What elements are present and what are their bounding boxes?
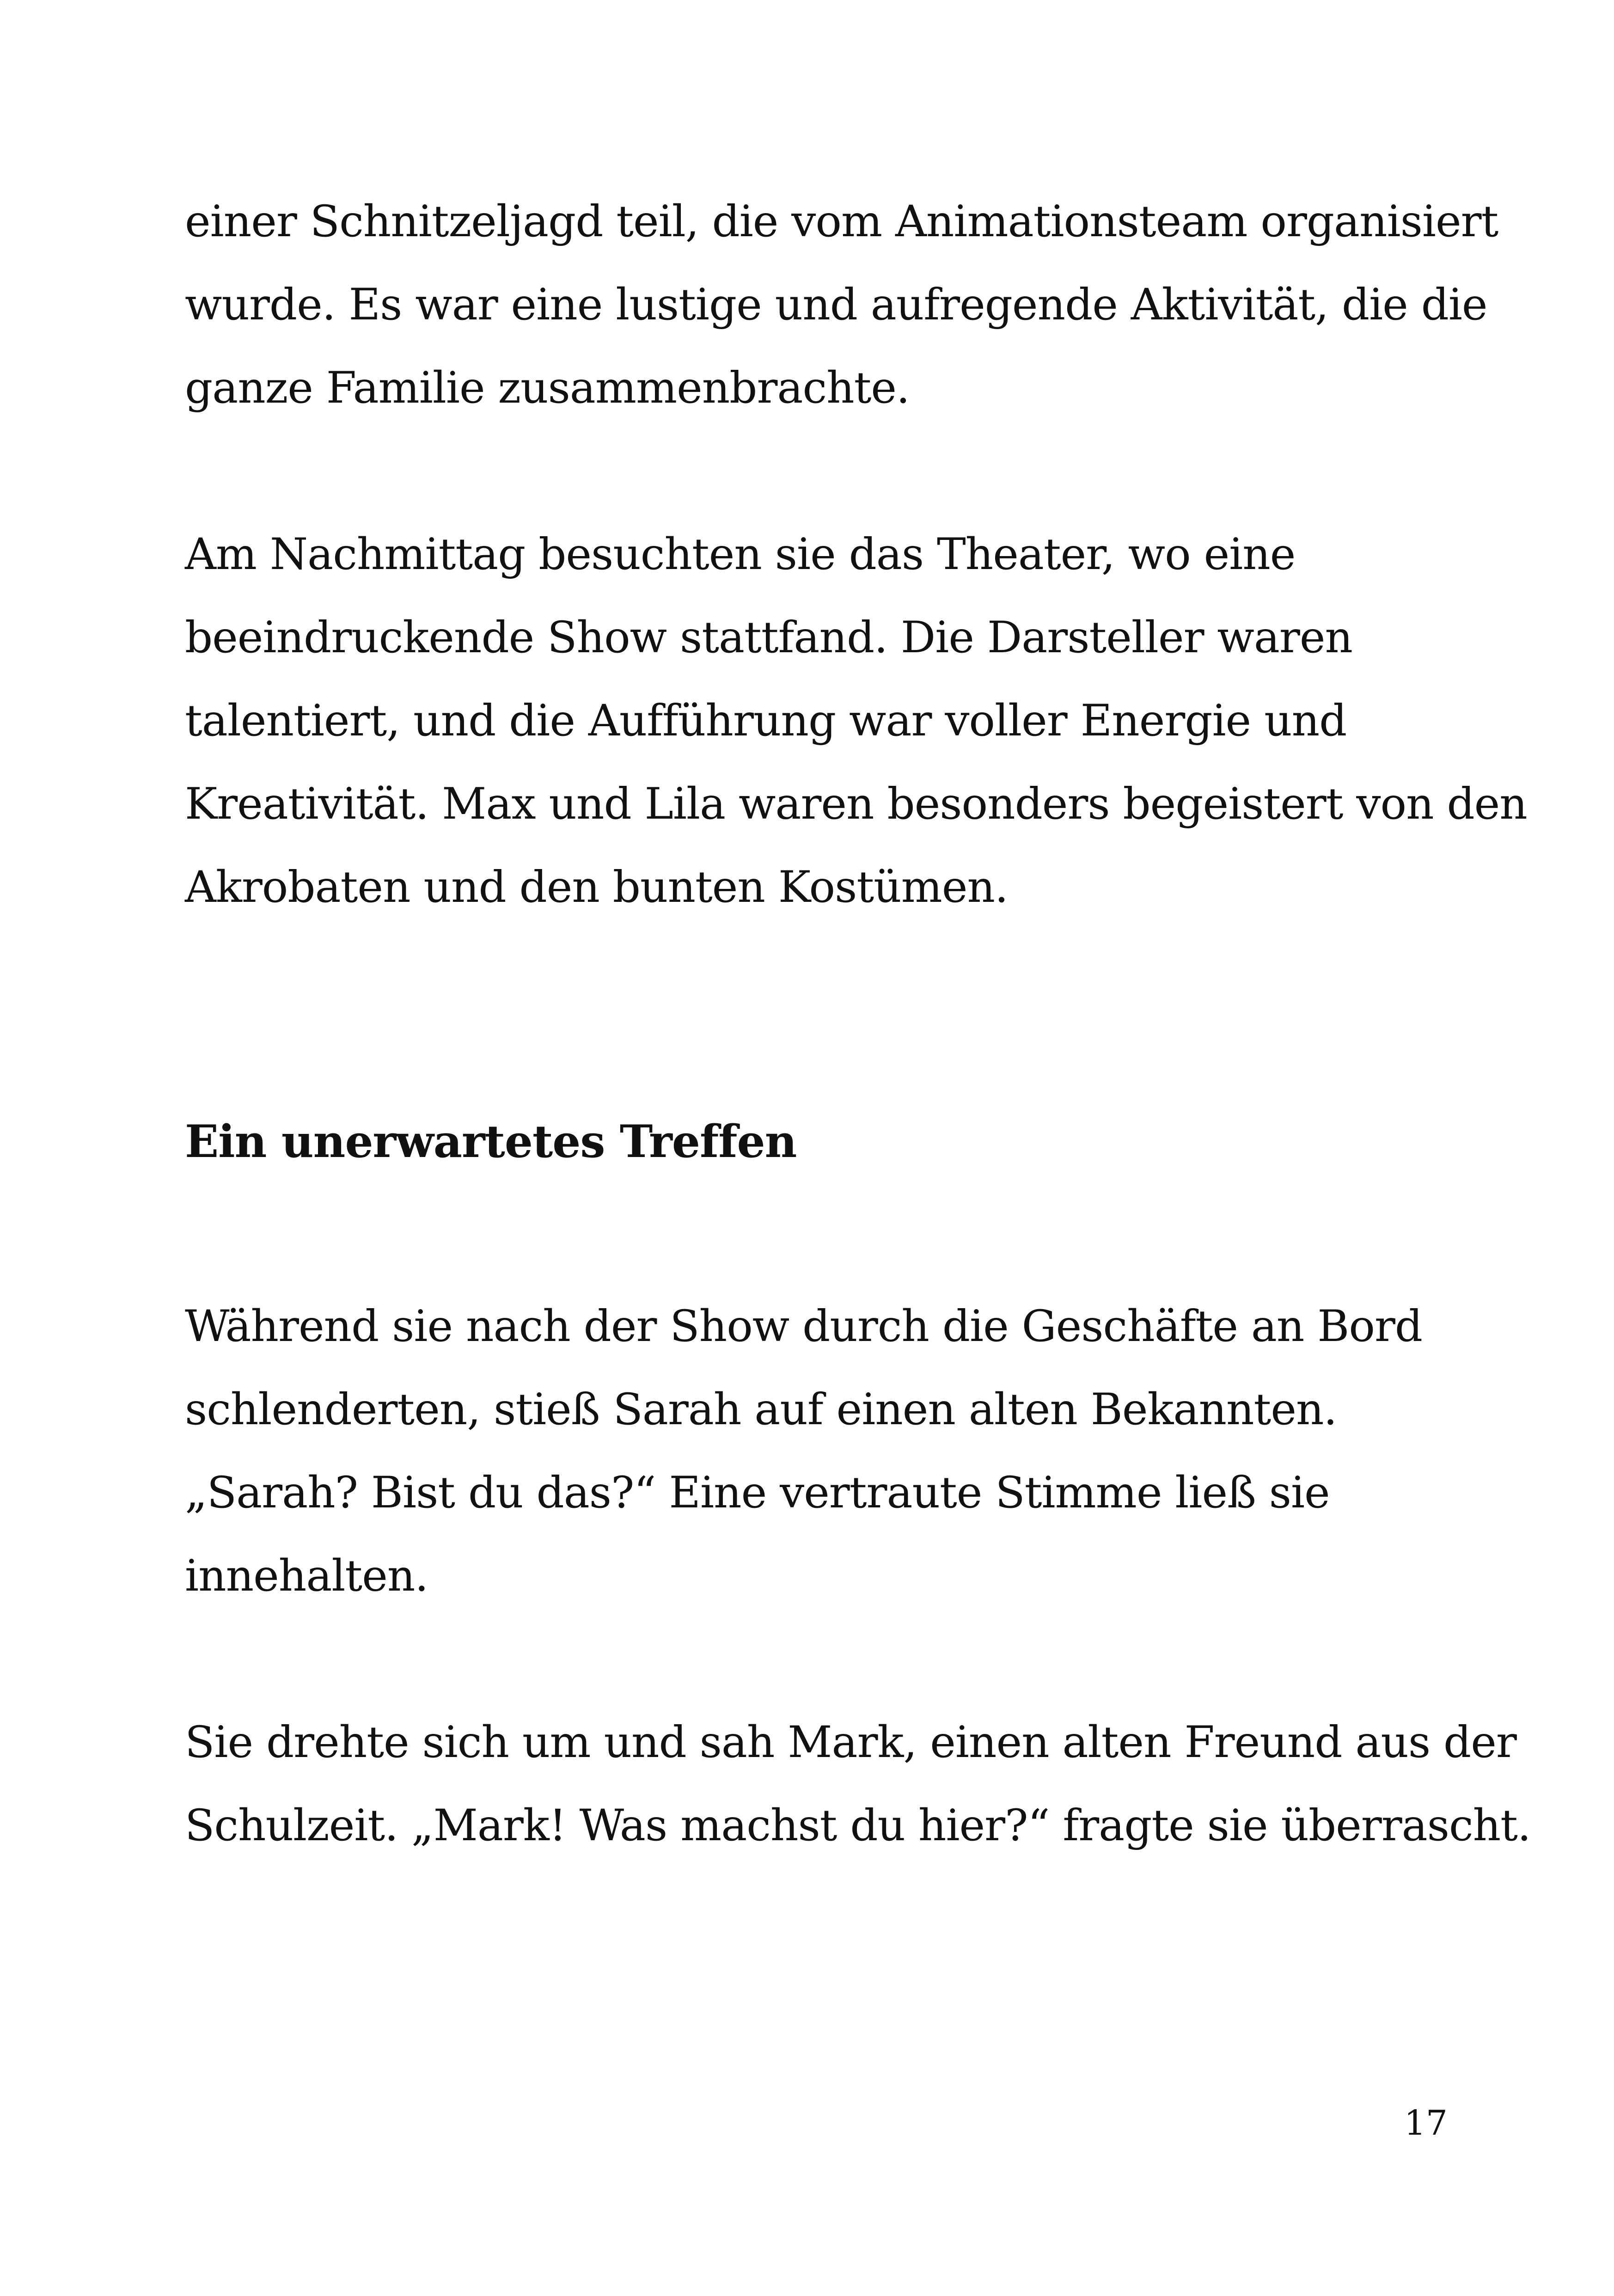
text-line: wurde. Es war eine lustige und aufregende Aktivität, die die [185, 280, 1487, 330]
page-number: 17 [1404, 2103, 1448, 2143]
section-heading: Ein unerwartetes Treffen [185, 1115, 797, 1168]
text-line: Am Nachmittag besuchten sie das Theater, wo eine [185, 529, 1296, 580]
text-line: schlenderten, stieß Sarah auf einen alten Bekannten. [185, 1384, 1337, 1435]
text-line: Schulzeit. „Mark! Was machst du hier?“ fragte sie überrascht. [185, 1800, 1531, 1851]
text-line: einer Schnitzeljagd teil, die vom Animationsteam organisiert [185, 196, 1498, 247]
text-line: innehalten. [185, 1551, 428, 1601]
text-line: Kreativität. Max und Lila waren besonders begeistert von den [185, 779, 1527, 829]
text-line: Sie drehte sich um und sah Mark, einen alten Freund aus der [185, 1717, 1516, 1768]
text-line: talentiert, und die Aufführung war voller Energie und [185, 696, 1347, 746]
text-line: Während sie nach der Show durch die Geschäfte an Bord [185, 1301, 1423, 1352]
text-line: beeindruckende Show stattfand. Die Darsteller waren [185, 612, 1353, 663]
text-line: Akrobaten und den bunten Kostümen. [185, 862, 1008, 912]
text-line: „Sarah? Bist du das?“ Eine vertraute Stimme ließ sie [185, 1468, 1330, 1518]
text-line: ganze Familie zusammenbrachte. [185, 363, 910, 413]
